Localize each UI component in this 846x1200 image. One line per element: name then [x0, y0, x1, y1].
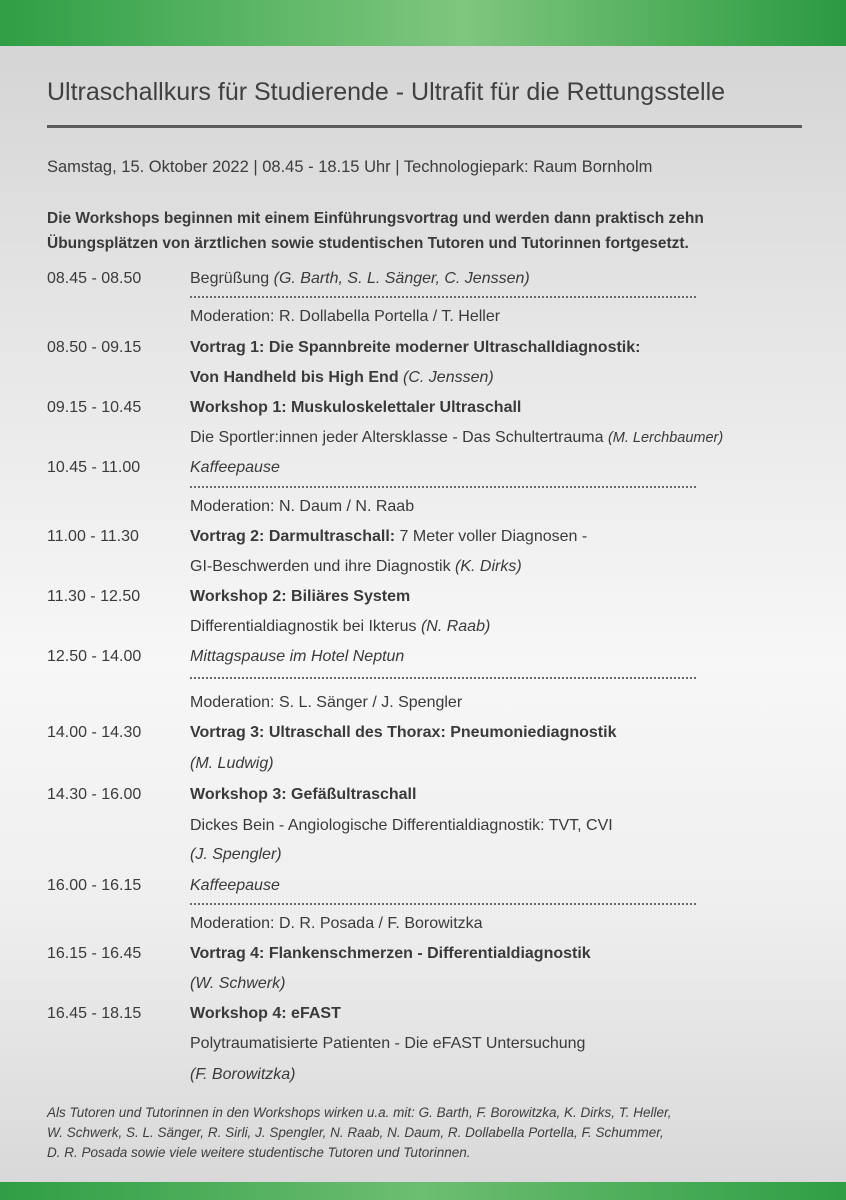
schedule-row	[0, 614, 846, 640]
session-title-rest: 7 Meter voller Diagnosen -	[395, 528, 588, 545]
session-title: Workshop 4: eFAST	[190, 1005, 341, 1022]
schedule-row	[0, 584, 846, 610]
time-slot: 16.00 - 16.15	[47, 877, 142, 894]
schedule-row	[0, 842, 846, 868]
speaker-names: (J. Spengler)	[190, 846, 282, 863]
speaker-names: (W. Schwerk)	[190, 975, 286, 992]
session-desc	[190, 614, 490, 640]
speaker-names: (G. Barth, S. L. Sänger, C. Jenssen)	[273, 270, 530, 287]
schedule-row	[0, 1062, 846, 1088]
schedule-row	[0, 455, 846, 481]
moderation-text: Moderation: N. Daum / N. Raab	[190, 498, 415, 515]
schedule-row	[0, 554, 846, 580]
moderation-text: Moderation: R. Dollabella Portella / T. Heller	[190, 308, 501, 325]
schedule-row	[0, 335, 846, 361]
session-desc	[190, 266, 530, 292]
schedule-row	[0, 813, 846, 839]
schedule-row	[0, 304, 846, 330]
dotted-divider	[190, 677, 696, 679]
session-subtitle: Differentialdiagnostik bei Ikterus	[190, 618, 421, 635]
time-slot: 14.30 - 16.00	[47, 786, 142, 803]
footnote-line: Als Tutoren und Tutorinnen in den Workshops wirken u.a. mit: G. Barth, F. Borowitzka, K. Dirks, T. Heller,	[47, 1105, 672, 1120]
time-slot: 10.45 - 11.00	[47, 459, 141, 476]
break-label: Kaffeepause	[190, 877, 280, 894]
break-label: Kaffeepause	[190, 459, 280, 476]
time-slot: 08.50 - 09.15	[47, 339, 142, 356]
footnote-line: D. R. Posada sowie viele weitere studentische Tutoren und Tutorinnen.	[47, 1145, 471, 1160]
moderation-text: Moderation: S. L. Sänger / J. Spengler	[190, 694, 463, 711]
dotted-divider	[190, 486, 696, 488]
top-green-bar	[0, 0, 846, 46]
speaker-names: (M. Lerchbaumer)	[607, 430, 724, 446]
intro-line: Die Workshops beginnen mit einem Einführungsvortrag und werden dann praktisch zehn	[47, 210, 704, 227]
bottom-green-bar	[0, 1182, 846, 1200]
footnote-line: W. Schwerk, S. L. Sänger, R. Sirli, J. Spengler, N. Raab, N. Daum, R. Dollabella Portella, F. Schummer,	[47, 1125, 664, 1140]
schedule-row	[0, 494, 846, 520]
schedule-row	[0, 425, 846, 451]
session-subtitle: Die Sportler:innen jeder Altersklasse - Das Schultertrauma	[190, 429, 608, 446]
time-slot: 09.15 - 10.45	[47, 399, 142, 416]
time-slot: 11.30 - 12.50	[47, 588, 141, 605]
session-desc	[190, 524, 587, 550]
schedule-row	[0, 720, 846, 746]
schedule-row	[0, 524, 846, 550]
session-title: Workshop 1: Muskuloskelettaler Ultraschall	[190, 399, 522, 416]
schedule-row	[0, 1001, 846, 1027]
dotted-divider	[190, 903, 696, 905]
schedule-row	[0, 941, 846, 967]
session-title: Vortrag 4: Flankenschmerzen - Differentialdiagnostik	[190, 945, 591, 962]
schedule-row	[0, 266, 846, 292]
time-slot: 08.45 - 08.50	[47, 270, 142, 287]
session-title: Workshop 2: Biliäres System	[190, 588, 411, 605]
intro-line: Übungsplätzen von ärztlichen sowie studentischen Tutoren und Tutorinnen fortgesetzt.	[47, 235, 689, 252]
schedule-row	[0, 1031, 846, 1057]
schedule-row	[0, 690, 846, 716]
time-slot: 11.00 - 11.30	[47, 528, 139, 545]
session-subtitle: Polytraumatisierte Patienten - Die eFAST Untersuchung	[190, 1035, 586, 1052]
moderation-text: Moderation: D. R. Posada / F. Borowitzka	[190, 915, 483, 932]
time-slot: 14.00 - 14.30	[47, 724, 142, 741]
page-title: Ultraschallkurs für Studierende - Ultrafit für die Rettungsstelle	[47, 78, 726, 106]
break-label: Mittagspause im Hotel Neptun	[190, 648, 405, 665]
session-desc	[190, 425, 723, 451]
event-date-line: Samstag, 15. Oktober 2022 | 08.45 - 18.15 Uhr | Technologiepark: Raum Bornholm	[47, 158, 653, 176]
intro-paragraph	[47, 206, 817, 256]
session-title: Vortrag 1: Die Spannbreite moderner Ultraschalldiagnostik:	[190, 339, 641, 356]
session-title: Workshop 3: Gefäßultraschall	[190, 786, 417, 803]
tutor-footnote	[47, 1103, 827, 1163]
dotted-divider	[190, 296, 696, 298]
schedule-row	[0, 911, 846, 937]
schedule-row	[0, 644, 846, 670]
session-title: Begrüßung	[190, 270, 274, 287]
schedule-row	[0, 873, 846, 899]
schedule-row	[0, 782, 846, 808]
speaker-names: (C. Jenssen)	[403, 369, 494, 386]
schedule-row	[0, 365, 846, 391]
session-title: Vortrag 2: Darmultraschall:	[190, 528, 396, 545]
speaker-names: (K. Dirks)	[455, 558, 522, 575]
speaker-names: (M. Ludwig)	[190, 755, 274, 772]
time-slot: 12.50 - 14.00	[47, 648, 142, 665]
session-subtitle: Von Handheld bis High End	[190, 369, 404, 386]
time-slot: 16.15 - 16.45	[47, 945, 142, 962]
session-title: Vortrag 3: Ultraschall des Thorax: Pneumoniediagnostik	[190, 724, 617, 741]
session-subtitle: GI-Beschwerden und ihre Diagnostik	[190, 558, 456, 575]
title-divider	[47, 125, 802, 128]
schedule-row	[0, 751, 846, 777]
schedule-row	[0, 971, 846, 997]
time-slot: 16.45 - 18.15	[47, 1005, 142, 1022]
speaker-names: (F. Borowitzka)	[190, 1066, 296, 1083]
speaker-names: (N. Raab)	[420, 618, 491, 635]
session-desc	[190, 554, 522, 580]
session-subtitle: Dickes Bein - Angiologische Differentialdiagnostik: TVT, CVI	[190, 817, 613, 834]
schedule-row	[0, 395, 846, 421]
session-desc	[190, 365, 494, 391]
